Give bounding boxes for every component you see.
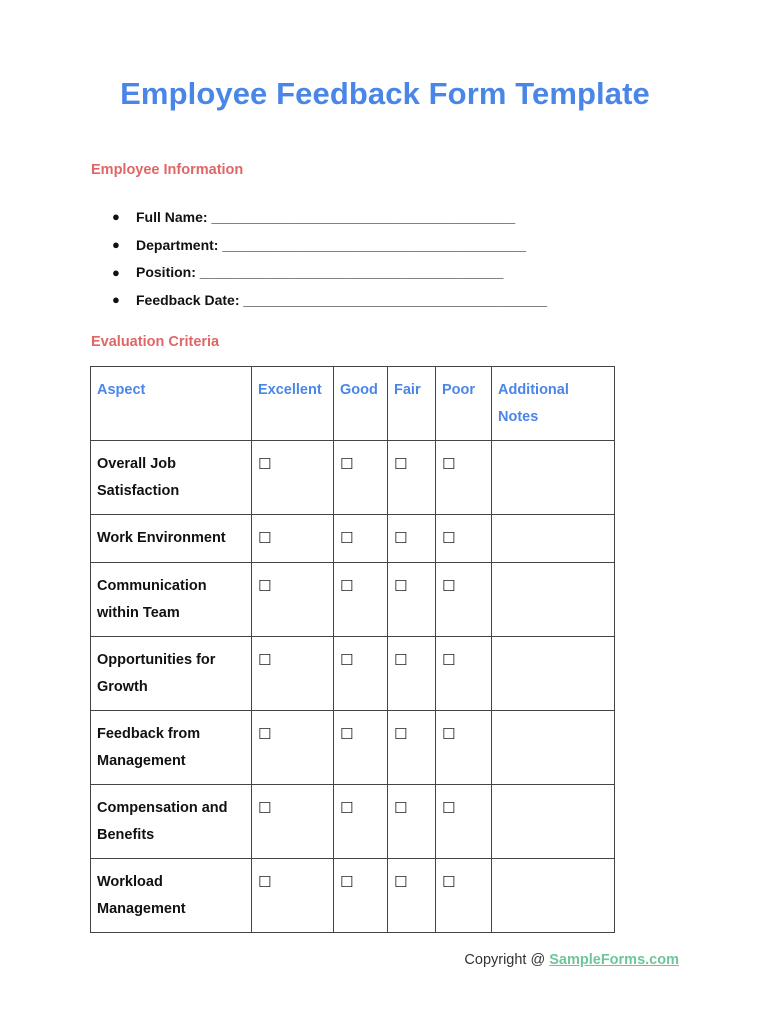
sampleforms-link[interactable]: SampleForms.com bbox=[549, 952, 679, 968]
table-row bbox=[91, 711, 615, 785]
table-row bbox=[91, 785, 615, 859]
fair-cell bbox=[388, 711, 436, 785]
good-checkbox[interactable]: ☐ bbox=[340, 725, 354, 743]
bullet-icon: ● bbox=[112, 209, 120, 225]
excellent-cell bbox=[252, 441, 334, 515]
good-cell bbox=[334, 441, 388, 515]
fair-cell bbox=[388, 637, 436, 711]
poor-checkbox[interactable]: ☐ bbox=[442, 651, 456, 669]
poor-cell bbox=[436, 441, 492, 515]
table-row bbox=[91, 637, 615, 711]
bullet-icon: ● bbox=[112, 264, 120, 280]
poor-checkbox[interactable]: ☐ bbox=[442, 799, 456, 817]
excellent-cell bbox=[252, 859, 334, 933]
good-checkbox[interactable]: ☐ bbox=[340, 455, 354, 473]
aspect-cell: Compensation and Benefits bbox=[91, 785, 252, 859]
poor-cell bbox=[436, 515, 492, 563]
table-row bbox=[91, 563, 615, 637]
copyright-text: Copyright @ bbox=[464, 952, 550, 968]
excellent-cell bbox=[252, 711, 334, 785]
fair-checkbox[interactable]: ☐ bbox=[394, 577, 408, 595]
column-header-excellent: Excellent bbox=[252, 367, 334, 441]
good-checkbox[interactable]: ☐ bbox=[340, 873, 354, 891]
aspect-cell: Feedback from Management bbox=[91, 711, 252, 785]
poor-cell bbox=[436, 785, 492, 859]
poor-cell bbox=[436, 859, 492, 933]
additional-notes-cell[interactable] bbox=[492, 859, 615, 933]
fair-checkbox[interactable]: ☐ bbox=[394, 725, 408, 743]
good-checkbox[interactable]: ☐ bbox=[340, 529, 354, 547]
poor-checkbox[interactable]: ☐ bbox=[442, 529, 456, 547]
copyright-footer bbox=[464, 952, 679, 968]
fair-checkbox[interactable]: ☐ bbox=[394, 455, 408, 473]
department-field[interactable] bbox=[112, 231, 547, 259]
excellent-checkbox[interactable]: ☐ bbox=[258, 455, 272, 473]
column-header-additional-notes: Additional Notes bbox=[492, 367, 615, 441]
full-name-field[interactable] bbox=[112, 203, 547, 231]
additional-notes-cell[interactable] bbox=[492, 563, 615, 637]
poor-checkbox[interactable]: ☐ bbox=[442, 455, 456, 473]
excellent-checkbox[interactable]: ☐ bbox=[258, 529, 272, 547]
good-cell bbox=[334, 563, 388, 637]
additional-notes-cell[interactable] bbox=[492, 637, 615, 711]
excellent-checkbox[interactable]: ☐ bbox=[258, 725, 272, 743]
poor-cell bbox=[436, 563, 492, 637]
good-cell bbox=[334, 785, 388, 859]
excellent-cell bbox=[252, 515, 334, 563]
additional-notes-cell[interactable] bbox=[492, 785, 615, 859]
bullet-icon: ● bbox=[112, 237, 120, 253]
fair-cell bbox=[388, 859, 436, 933]
aspect-cell: Work Environment bbox=[91, 515, 252, 563]
position-field[interactable] bbox=[112, 258, 547, 286]
full-name-label: Full Name: _______________________________________ bbox=[136, 208, 516, 225]
good-checkbox[interactable]: ☐ bbox=[340, 799, 354, 817]
additional-notes-cell[interactable] bbox=[492, 515, 615, 563]
fair-cell bbox=[388, 785, 436, 859]
table-row bbox=[91, 441, 615, 515]
additional-notes-cell[interactable] bbox=[492, 711, 615, 785]
fair-cell bbox=[388, 563, 436, 637]
fair-cell bbox=[388, 515, 436, 563]
feedback-date-field[interactable] bbox=[112, 286, 547, 314]
poor-checkbox[interactable]: ☐ bbox=[442, 577, 456, 595]
excellent-cell bbox=[252, 785, 334, 859]
department-label: Department: _______________________________________ bbox=[136, 236, 527, 253]
fair-checkbox[interactable]: ☐ bbox=[394, 651, 408, 669]
column-header-fair: Fair bbox=[388, 367, 436, 441]
good-checkbox[interactable]: ☐ bbox=[340, 651, 354, 669]
excellent-checkbox[interactable]: ☐ bbox=[258, 799, 272, 817]
excellent-checkbox[interactable]: ☐ bbox=[258, 577, 272, 595]
employee-information-list bbox=[112, 203, 547, 314]
aspect-cell: Workload Management bbox=[91, 859, 252, 933]
poor-cell bbox=[436, 711, 492, 785]
excellent-checkbox[interactable]: ☐ bbox=[258, 873, 272, 891]
good-cell bbox=[334, 637, 388, 711]
aspect-cell: Overall Job Satisfaction bbox=[91, 441, 252, 515]
position-label: Position: _______________________________________ bbox=[136, 264, 504, 281]
bullet-icon: ● bbox=[112, 292, 120, 308]
good-cell bbox=[334, 859, 388, 933]
aspect-cell: Opportunities for Growth bbox=[91, 637, 252, 711]
table-row bbox=[91, 859, 615, 933]
table-header-row bbox=[91, 367, 615, 441]
excellent-checkbox[interactable]: ☐ bbox=[258, 651, 272, 669]
poor-checkbox[interactable]: ☐ bbox=[442, 873, 456, 891]
poor-cell bbox=[436, 637, 492, 711]
employee-information-heading: Employee Information bbox=[91, 162, 244, 178]
evaluation-criteria-heading: Evaluation Criteria bbox=[91, 334, 220, 350]
excellent-cell bbox=[252, 563, 334, 637]
poor-checkbox[interactable]: ☐ bbox=[442, 725, 456, 743]
fair-cell bbox=[388, 441, 436, 515]
feedback-date-label: Feedback Date: _______________________________________ bbox=[136, 291, 548, 308]
fair-checkbox[interactable]: ☐ bbox=[394, 529, 408, 547]
document-title: Employee Feedback Form Template bbox=[120, 76, 650, 111]
table-row bbox=[91, 515, 615, 563]
column-header-aspect: Aspect bbox=[91, 367, 252, 441]
column-header-good: Good bbox=[334, 367, 388, 441]
good-cell bbox=[334, 711, 388, 785]
good-cell bbox=[334, 515, 388, 563]
aspect-cell: Communication within Team bbox=[91, 563, 252, 637]
fair-checkbox[interactable]: ☐ bbox=[394, 873, 408, 891]
fair-checkbox[interactable]: ☐ bbox=[394, 799, 408, 817]
evaluation-table bbox=[90, 366, 615, 933]
additional-notes-cell[interactable] bbox=[492, 441, 615, 515]
excellent-cell bbox=[252, 637, 334, 711]
good-checkbox[interactable]: ☐ bbox=[340, 577, 354, 595]
column-header-poor: Poor bbox=[436, 367, 492, 441]
